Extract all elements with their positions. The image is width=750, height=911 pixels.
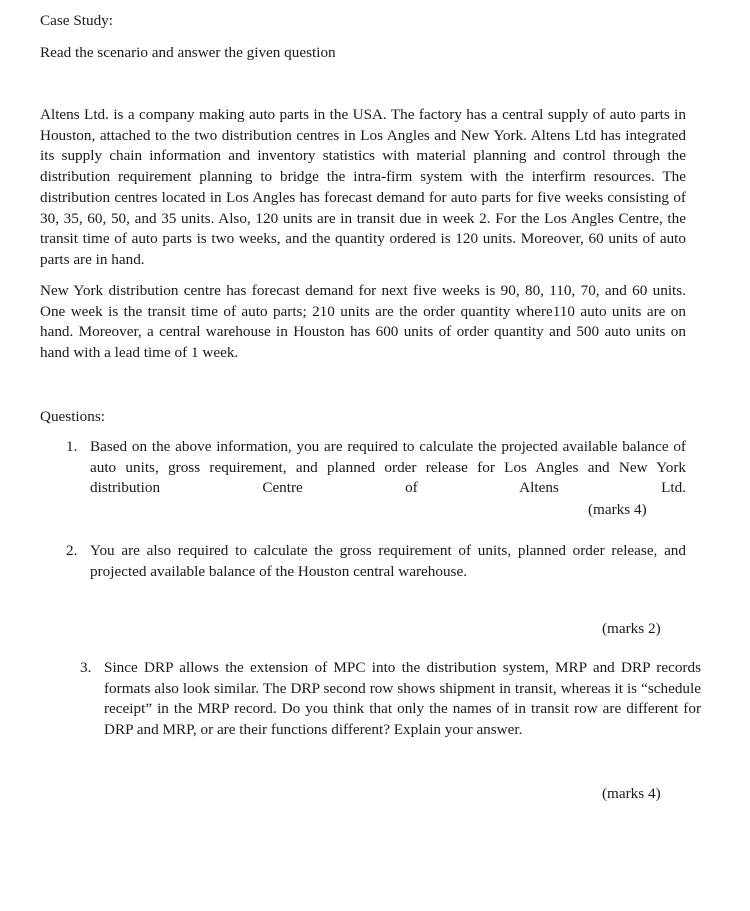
instruction-text: Read the scenario and answer the given question: [40, 44, 336, 61]
question-1-marks: (marks 4): [588, 501, 647, 518]
questions-heading: Questions:: [40, 408, 105, 425]
question-3-marks: (marks 4): [602, 785, 661, 802]
scenario-paragraph-2: New York distribution centre has forecast demand for next five weeks is 90, 80, 110, 70, and 60 units. One week is the transit time of auto parts; 210 units are the order quantity where110 auto units are on hand. Moreover, a central warehouse in Houston has 600 units of order quantity and 500 auto units on hand with a lead time of 1 week.: [40, 282, 686, 362]
question-1-text: Based on the above information, you are required to calculate the projected available balance of auto units, gross requirement, and planned order release for Los Angles and New York distribution Centre of Altens Ltd.: [90, 438, 686, 497]
scenario-paragraph-1: Altens Ltd. is a company making auto parts in the USA. The factory has a central supply of auto parts in Houston, attached to the two distribution centres in Los Angles and New York. Altens Ltd has integrated its supply chain information and inventory statistics with material planning and control through the distribution requirement planning to bridge the intra-firm system with the interfirm resources. The distribution centres located in Los Angles has forecast demand for auto parts for five weeks consisting of 30, 35, 60, 50, and 35 units. Also, 120 units are in transit due in week 2. For the Los Angles Centre, the transit time of auto parts is two weeks, and the quantity ordered is 120 units. Moreover, 60 units of auto parts are in hand.: [40, 106, 686, 268]
question-2-text: You are also required to calculate the gross requirement of units, planned order release, and projected available balance of the Houston central warehouse.: [90, 542, 686, 580]
case-study-title: Case Study:: [40, 12, 113, 29]
question-1-number: 1.: [66, 438, 78, 455]
question-3-number: 3.: [80, 659, 92, 676]
question-2-marks: (marks 2): [602, 620, 661, 637]
question-2-number: 2.: [66, 542, 78, 559]
question-3-text: Since DRP allows the extension of MPC into the distribution system, MRP and DRP records formats also look similar. The DRP second row shows shipment in transit, whereas it is “schedule receipt” in the MRP record. Do you think that only the names of in transit row are different for DRP and MRP, or are their functions different? Explain your answer.: [104, 659, 701, 739]
